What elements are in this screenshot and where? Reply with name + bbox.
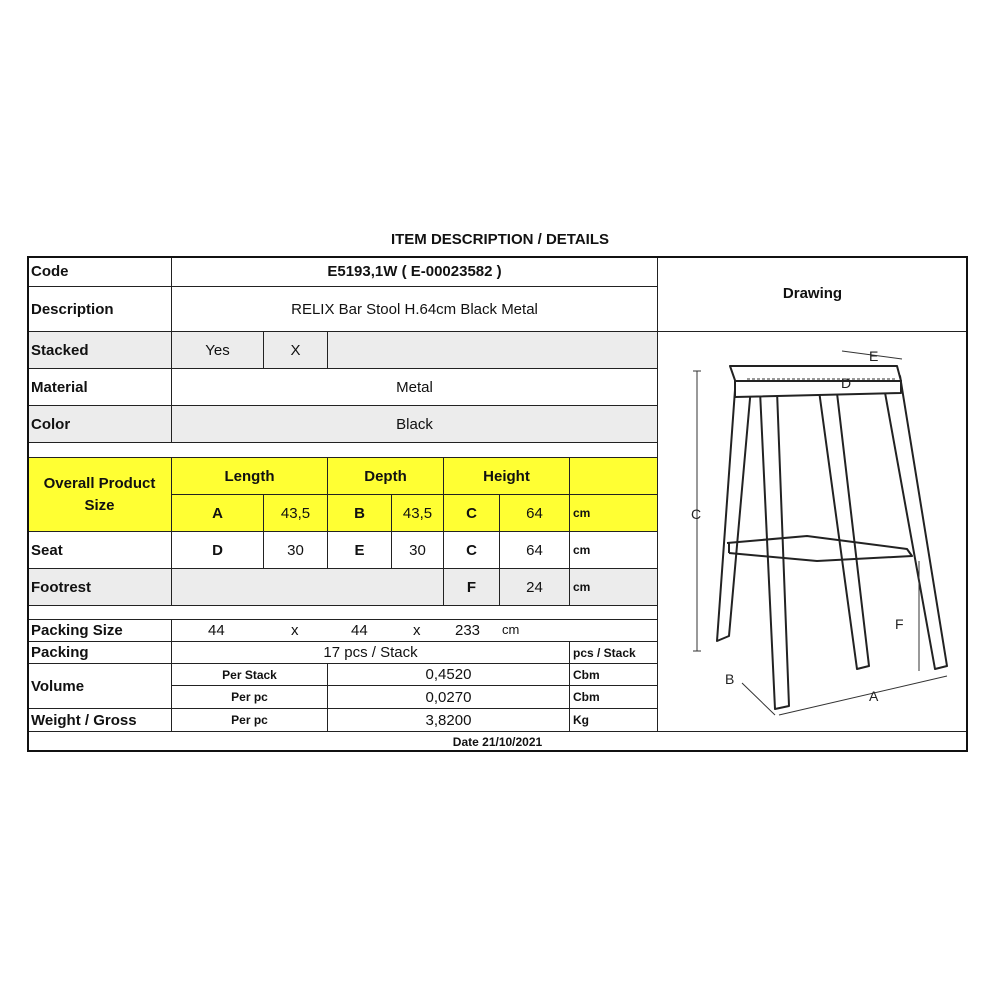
footrest-f-letter: F <box>443 568 500 606</box>
seat-e-letter: E <box>327 531 392 569</box>
stacked-yes: Yes <box>171 331 264 369</box>
weight-value: 3,8200 <box>327 708 570 732</box>
overall-unit: cm <box>569 494 658 532</box>
overall-a-letter: A <box>171 494 264 532</box>
color-value: Black <box>171 405 658 443</box>
packing-size-height: 233 <box>455 622 481 639</box>
drawing-letter-e: E <box>869 348 879 364</box>
drawing-letter-a: A <box>869 688 879 704</box>
overall-b-letter: B <box>327 494 392 532</box>
seat-e-value: 30 <box>391 531 444 569</box>
footrest-f-value: 24 <box>499 568 570 606</box>
seat-unit: cm <box>569 531 658 569</box>
seat-c-value: 64 <box>499 531 570 569</box>
depth-header: Depth <box>327 457 444 495</box>
packing-size-length: 44 <box>208 622 225 639</box>
overall-size-label: Overall Product Size <box>27 457 172 532</box>
stacked-mark: X <box>263 331 328 369</box>
volume-per-pc-value: 0,0270 <box>327 685 570 709</box>
packing-unit: pcs / Stack <box>569 641 658 664</box>
packing-size-width: 44 <box>351 622 368 639</box>
volume-per-pc-label: Per pc <box>171 685 328 709</box>
height-header: Height <box>443 457 570 495</box>
volume-per-stack-unit: Cbm <box>569 663 658 686</box>
volume-per-stack-label: Per Stack <box>171 663 328 686</box>
date-footer: Date 21/10/2021 <box>27 731 968 752</box>
packing-label: Packing <box>27 641 172 664</box>
drawing-letter-c: C <box>691 506 702 522</box>
color-label: Color <box>27 405 172 443</box>
overall-b-value: 43,5 <box>391 494 444 532</box>
packing-value: 17 pcs / Stack <box>171 641 570 664</box>
packing-size-unit: cm <box>502 622 520 637</box>
seat-c-letter: C <box>443 531 500 569</box>
weight-per-pc-label: Per pc <box>171 708 328 732</box>
drawing-header: Drawing <box>657 256 968 332</box>
seat-d-value: 30 <box>263 531 328 569</box>
volume-label: Volume <box>27 663 172 709</box>
overall-c-value: 64 <box>499 494 570 532</box>
length-header: Length <box>171 457 328 495</box>
volume-per-stack-value: 0,4520 <box>327 663 570 686</box>
stacked-label: Stacked <box>27 331 172 369</box>
overall-c-letter: C <box>443 494 500 532</box>
sheet-title: ITEM DESCRIPTION / DETAILS <box>390 231 610 248</box>
drawing-letter-d: D <box>841 375 852 391</box>
code-value: E5193,1W ( E-00023582 ) <box>171 256 658 287</box>
details-table <box>27 256 968 752</box>
volume-per-pc-unit: Cbm <box>569 685 658 709</box>
seat-label: Seat <box>27 531 172 569</box>
material-value: Metal <box>171 368 658 406</box>
material-label: Material <box>27 368 172 406</box>
packing-size-label: Packing Size <box>27 619 172 642</box>
overall-a-value: 43,5 <box>263 494 328 532</box>
description-value: RELIX Bar Stool H.64cm Black Metal <box>171 286 658 332</box>
weight-label: Weight / Gross <box>27 708 172 732</box>
code-label: Code <box>27 256 172 287</box>
weight-unit: Kg <box>569 708 658 732</box>
seat-d-letter: D <box>171 531 264 569</box>
footrest-label: Footrest <box>27 568 172 606</box>
description-label: Description <box>27 286 172 332</box>
drawing-letter-f: F <box>895 616 904 632</box>
packing-size-sep-2: x <box>413 622 421 639</box>
drawing-letter-b: B <box>725 671 735 687</box>
footrest-unit: cm <box>569 568 658 606</box>
packing-size-sep-1: x <box>291 622 299 639</box>
